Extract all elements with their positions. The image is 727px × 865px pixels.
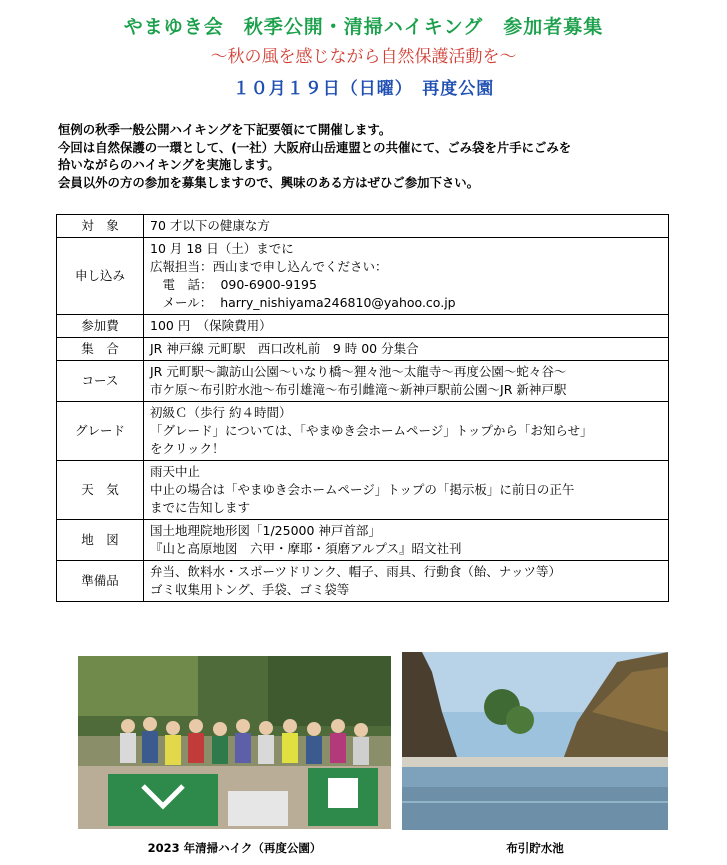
row-course [57,361,669,402]
row-value: 国土地理院地形図「1/25000 神戸首部」 『山と高原地図 六甲・摩耶・須磨アルプス』昭文社刊 [144,520,669,561]
row-label: コース [57,361,144,402]
row-label: 申し込み [57,238,144,315]
row-label: 準備品 [57,561,144,602]
intro-line: 今回は自然保護の一環として、(一社）大阪府山岳連盟との共催にて、ごみ袋を片手にごみを [58,139,572,155]
row-value: 弁当、飲料水・スポーツドリンク、帽子、雨具、行動食（飴、ナッツ等） ゴミ収集用トング、手袋、ゴミ袋等 [144,561,669,602]
row-label: 集 合 [57,338,144,361]
row-label: 地 図 [57,520,144,561]
row-label: 対 象 [57,215,144,238]
row-apply [57,238,669,315]
page-subtitle: ～秋の風を感じながら自然保護活動を～ [210,47,517,67]
row-items [57,561,669,602]
intro-line: 恒例の秋季一般公開ハイキングを下記要領にて開催します。 [58,122,392,137]
email-address[interactable]: メール： harry_nishiyama246810@yahoo.co.jp [150,295,456,310]
row-label: 天 気 [57,461,144,520]
row-value: 10 月 18 日（土）までに 広報担当：西山まで申し込んでください： 電 話： 090-6900-9195 メール： harry_nishiyama246810@yahoo.co.jp [144,238,669,315]
reservoir-photo [402,652,668,830]
event-details-table [56,214,669,602]
row-value: 100 円 （保険費用） [144,315,669,338]
row-map [57,520,669,561]
row-value: 初級Ｃ（歩行 約４時間） 「グレード」については、｢やまゆき会ホームページ」トップから「お知らせ」 をクリック！ [144,402,669,461]
intro-line: 会員以外の方の参加を募集しますので、興味のある方はぜひご参加下さい。 [58,174,480,190]
row-value: 雨天中止 中止の場合は「やまゆき会ホームページ」トップの「掲示板」に前日の正午 までに告知します [144,461,669,520]
row-fee [57,315,669,338]
event-date: １０月１９日（日曜） 再度公園 [232,79,495,99]
reservoir-photo-caption: 布引貯水池 [506,841,564,855]
phone-number: 電 話： 090-6900-9195 [150,277,317,292]
group-photo-caption: 2023 年清掃ハイク（再度公園） [147,841,322,855]
row-value: JR 神戸線 元町駅 西口改札前 9 時 00 分集合 [144,338,669,361]
row-grade [57,402,669,461]
row-value: JR 元町駅～諏訪山公園～いなり橋～狸々池～太龍寺～再度公園～蛇々谷～ 市ケ原～布引貯水池～布引雄滝～布引雌滝～新神戸駅前公園～JR 新神戸駅 [144,361,669,402]
row-label: グレード [57,402,144,461]
row-weather [57,461,669,520]
row-label: 参加費 [57,315,144,338]
row-meet [57,338,669,361]
page-title: やまゆき会 秋季公開・清掃ハイキング 参加者募集 [123,16,604,38]
intro-paragraph [58,121,698,191]
intro-line: 拾いながらのハイキングを実施します。 [58,157,280,173]
row-value: 70 才以下の健康な方 [144,215,669,238]
row-target [57,215,669,238]
group-photo [78,656,391,829]
